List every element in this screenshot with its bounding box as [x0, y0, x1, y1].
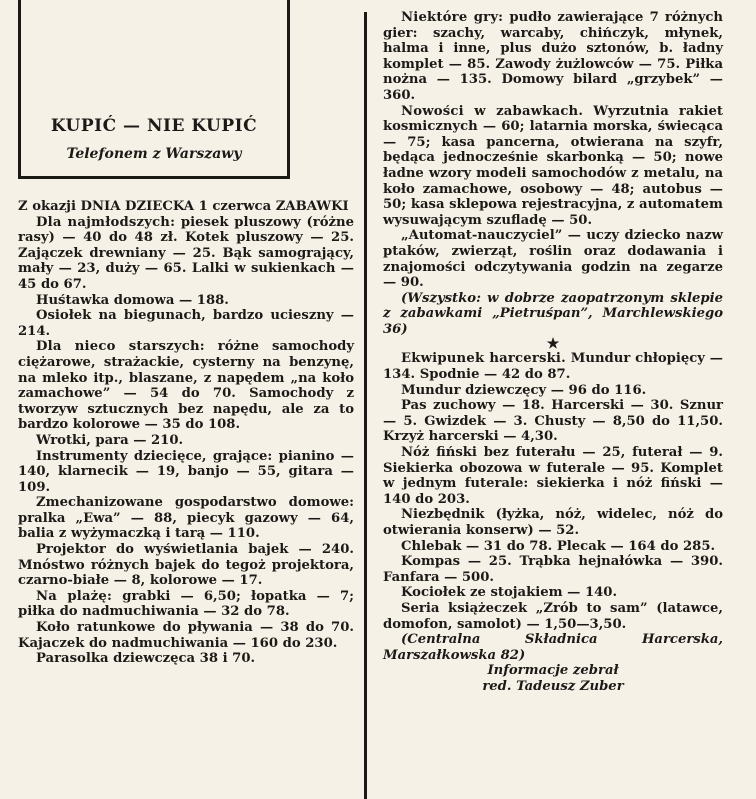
- paragraph: Wrotki, para — 210.: [36, 432, 184, 448]
- paragraph: Koło ratunkowe do pływania — 38 do 70. Kajaczek do nadmuchiwania — 160 do 230.: [18, 620, 354, 651]
- right-column: [383, 10, 723, 695]
- source-note: (Wszystko: w dobrze zaopatrzonym sklepie z zabawkami „Pietruśpan”, Marchlewskiego 36): [383, 290, 723, 337]
- paragraph: Instrumenty dziecięce, grające: pianino — 140, klarnecik — 19, banjo — 55, gitara — 109.: [18, 448, 354, 495]
- paragraph: Ekwipunek harcerski. Mundur chłopięcy — 134. Spodnie — 42 do 87.: [383, 351, 723, 383]
- column-title: KUPIĆ — NIE KUPIĆ: [50, 116, 258, 136]
- paragraph: Nóż fiński bez futerału — 25, futerał — 9. Siekierka obozowa w futerale — 95. Komplet w jednym futerale: siekierka i nóż fiński — 140 do 203.: [383, 445, 723, 507]
- paragraph: Pas zuchowy — 18. Harcerski — 30. Sznur — 5. Gwizdek — 3. Chusty — 8,50 do 11,50. Krzyż harcerski — 4,30.: [383, 398, 723, 445]
- star-separator: ★: [546, 336, 560, 353]
- column-divider: [364, 12, 367, 799]
- paragraph: Niektóre gry: pudło zawierające 7 różnych gier: szachy, warcaby, chińczyk, młynek, halma i inne, plus dużo sztonów, b. ładny komplet — 85. Zawody żużlowców — 75. Piłka nożna — 135. Domowy bilard „grzybek” — 360.: [383, 10, 723, 103]
- left-column: [18, 0, 358, 799]
- source-note: (Centralna Składnica Harcerska, Marszałkowska 82): [383, 632, 723, 663]
- paragraph: Niezbędnik (łyżka, nóż, widelec, nóż do otwierania konserw) — 52.: [383, 507, 723, 538]
- paragraph: Na plażę: grabki — 6,50; łopatka — 7; piłka do nadmuchiwania — 32 do 78.: [18, 588, 354, 620]
- paragraph: Kompas — 25. Trąbka hejnałówka — 390. Fanfara — 500.: [383, 554, 723, 585]
- paragraph: „Automat-nauczyciel” — uczy dziecko nazw ptaków, zwierząt, roślin oraz dodawania i znajomości odczytywania godzin na zegarze — 90.: [383, 228, 723, 291]
- paragraph: Mundur dziewczęcy — 96 do 116.: [401, 382, 647, 398]
- paragraph: Kociołek ze stojakiem — 140.: [401, 585, 618, 601]
- paragraph: Chlebak — 31 do 78. Plecak — 164 do 285.: [401, 538, 716, 554]
- column-subtitle: Telefonem z Warszawy: [66, 146, 242, 162]
- column-header-box: [18, 0, 290, 179]
- paragraph: Seria książeczek „Zrób to sam” (latawce, domofon, samolot) — 1,50—3,50.: [383, 600, 723, 632]
- signature-line: Informacje zebrał: [487, 663, 619, 679]
- left-article-body: [18, 199, 354, 667]
- paragraph: Projektor do wyświetlania bajek — 240. Mnóstwo różnych bajek do tegoż projektora, czarno-białe — 8, kolorowe — 17.: [18, 542, 354, 589]
- paragraph: Nowości w zabawkach. Wyrzutnia rakiet kosmicznych — 60; latarnia morska, świecąca — 75; kasa pancerna, otwierana na szyfr, będąca jednocześnie skarbonką — 50; nowe ładne wzory modeli samochodów z metalu, na koło zamachowe, osobowy — 48; autobus — 50; kasa sklepowa rejestracyjna, z automatem wysuwającym szufladę — 50.: [383, 103, 724, 228]
- paragraph: Parasolka dziewczęca 38 i 70.: [36, 651, 256, 667]
- paragraph: Osiołek na biegunach, bardzo ucieszny — 214.: [18, 308, 354, 339]
- paragraph: Huśtawka domowa — 188.: [36, 292, 229, 308]
- paragraph: Dla nieco starszych: różne samochody ciężarowe, strażackie, cysterny na benzynę, na mleko itp., blaszane, z napędem „na koło zamachowe” — 54 do 70. Samochody z tworzyw sztucznych bez napędu, ale za to bardzo kolorowe — 35 do 108.: [18, 339, 354, 433]
- section-title: Z okazji DNIA DZIECKA 1 czerwca ZABAWKI: [18, 199, 349, 214]
- author-signature: red. Tadeusz Zuber: [482, 678, 624, 694]
- paragraph: Dla najmłodszych: piesek pluszowy (różne rasy) — 40 do 48 zł. Kotek pluszowy — 25. Zajączek drewniany — 25. Bąk samogrający, mały — 23, duży — 65. Lalki w sukienkach — 45 do 67.: [18, 214, 355, 292]
- paragraph: Zmechanizowane gospodarstwo domowe: pralka „Ewa” — 88, piecyk gazowy — 64, balia z wyżymaczką i tarą — 110.: [18, 495, 354, 542]
